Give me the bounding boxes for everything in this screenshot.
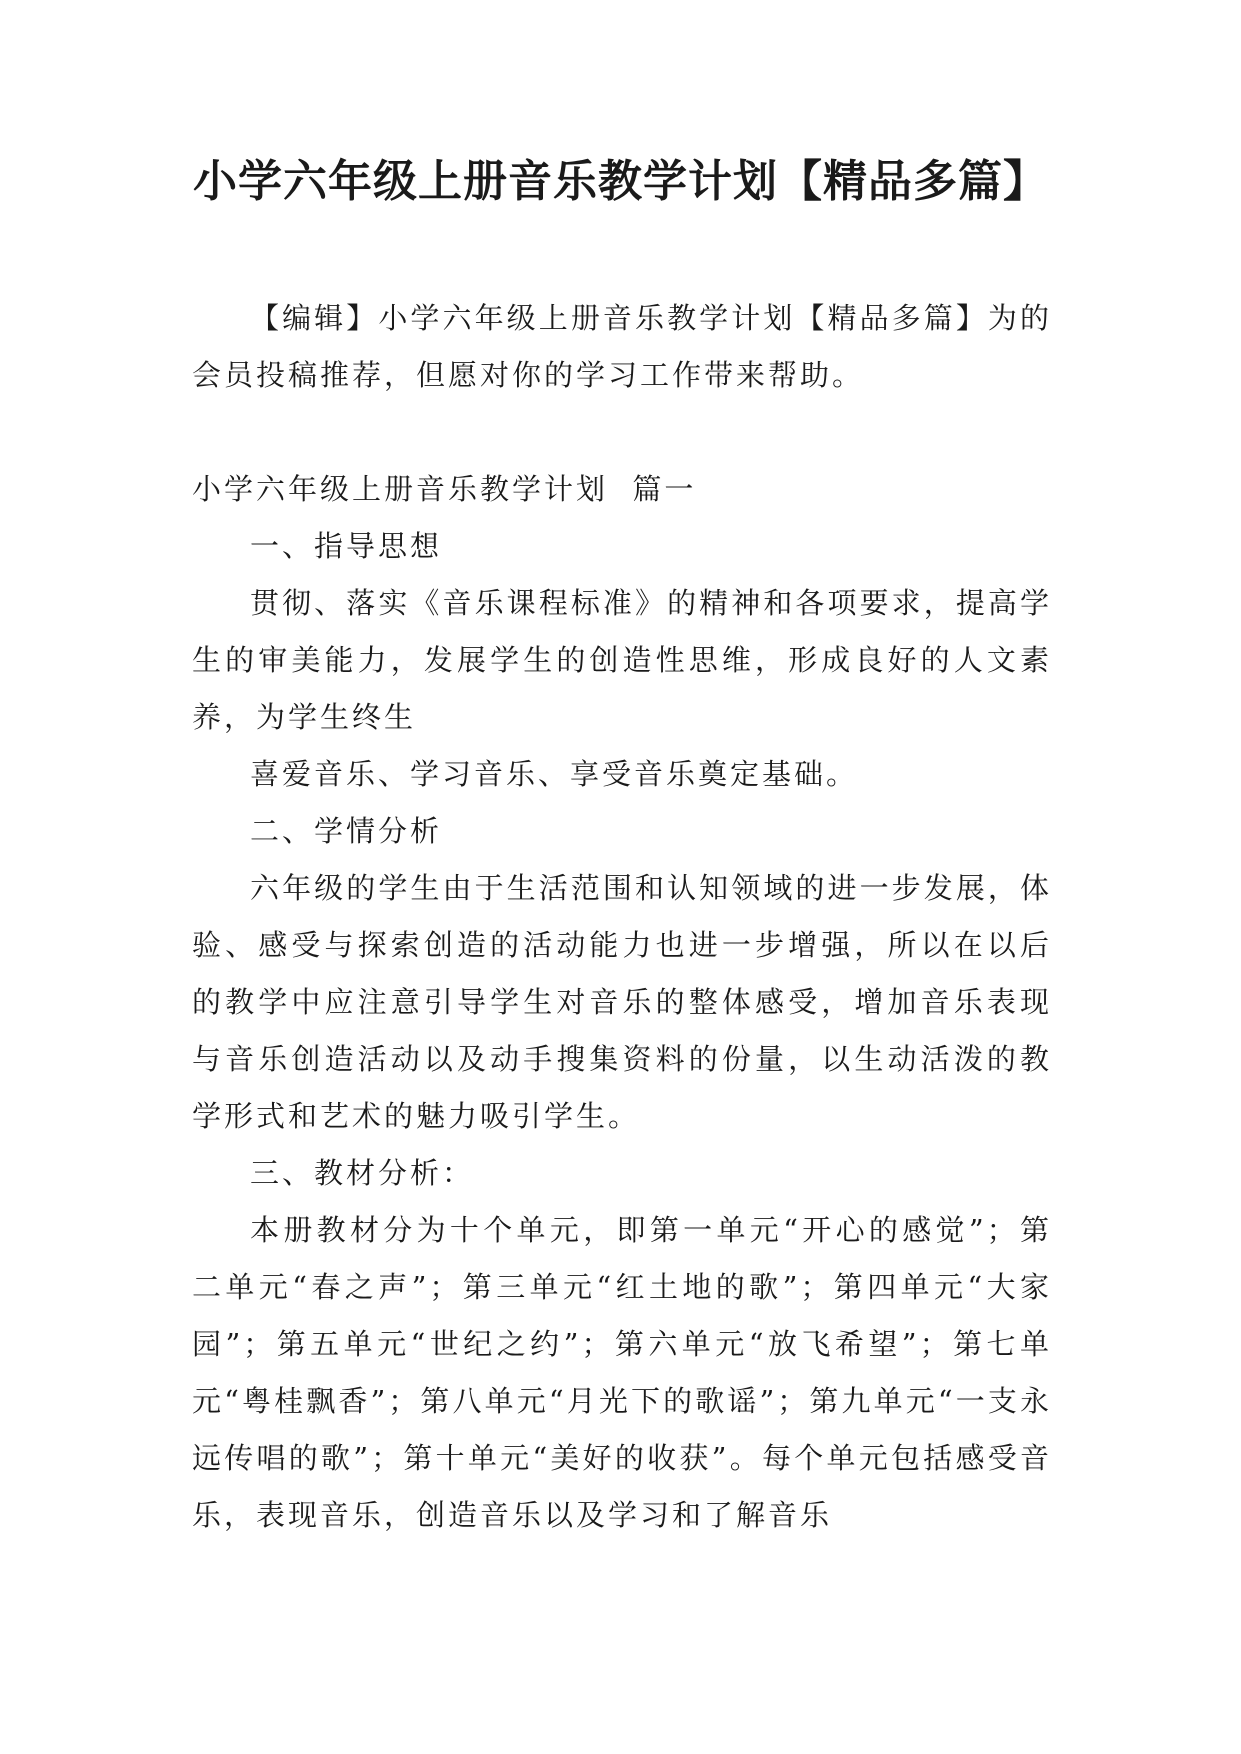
paragraph-ideology-cont: 喜爱音乐、学习音乐、享受音乐奠定基础。 — [250, 757, 859, 791]
intro-paragraph: 【编辑】小学六年级上册音乐教学计划【精品多篇】为的会员投稿推荐，但愿对你的学习工作带来帮助。 — [192, 301, 1052, 392]
document-body — [192, 290, 1052, 1544]
document-title: 小学六年级上册音乐教学计划【精品多篇】 — [193, 156, 1048, 207]
paragraph-spacer — [192, 404, 1052, 461]
paragraph-textbook-analysis: 本册教材分为十个单元，即第一单元“开心的感觉”；第二单元“春之声”；第三单元“红土地的歌”；第四单元“大家园”；第五单元“世纪之约”；第六单元“放飞希望”；第七单元“粤桂飘香”；第八单元“月光下的歌谣”；第九单元“一支永远传唱的歌”；第十单元“美好的收获”。每个单元包括感受音乐，表现音乐，创造音乐以及学习和了解音乐 — [192, 1213, 1052, 1532]
heading-student-analysis: 二、学情分析 — [250, 814, 443, 848]
section-title: 小学六年级上册音乐教学计划 篇一 — [192, 472, 697, 506]
heading-textbook-analysis: 三、教材分析： — [250, 1156, 475, 1190]
paragraph-ideology: 贯彻、落实《音乐课程标准》的精神和各项要求，提高学生的审美能力，发展学生的创造性思维，形成良好的人文素养，为学生终生 — [192, 586, 1052, 734]
paragraph-student-analysis: 六年级的学生由于生活范围和认知领域的进一步发展，体验、感受与探索创造的活动能力也进一步增强，所以在以后的教学中应注意引导学生对音乐的整体感受，增加音乐表现与音乐创造活动以及动手搜集资料的份量，以生动活泼的教学形式和艺术的魅力吸引学生。 — [192, 871, 1052, 1133]
heading-guiding-ideology: 一、指导思想 — [250, 529, 443, 563]
